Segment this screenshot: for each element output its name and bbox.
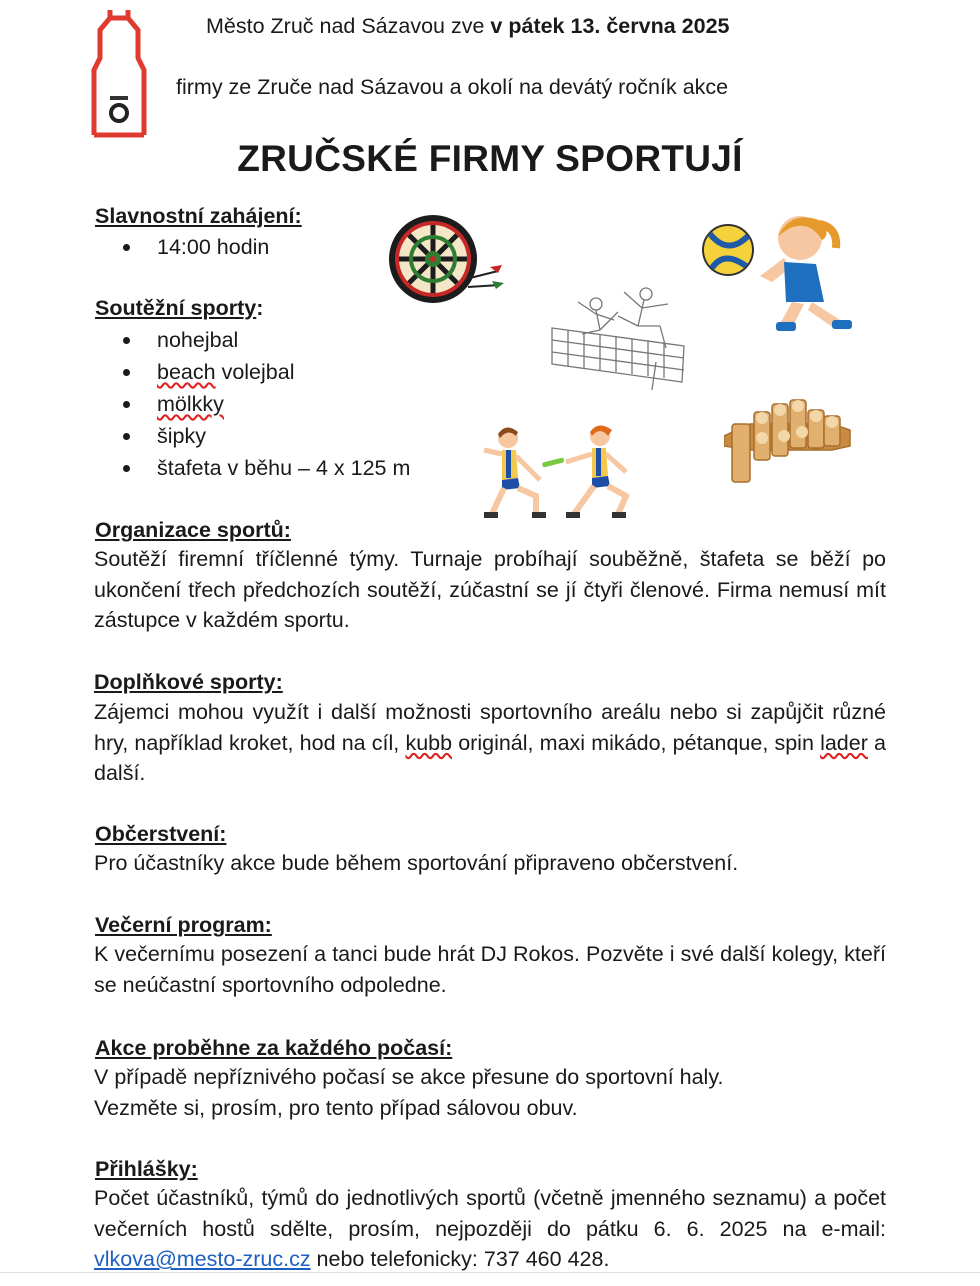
weather-line-2: Vezměte si, prosím, pro tento případ sálovou obuv. [94, 1095, 578, 1120]
weather-line-1: V případě nepříznivého počasí se akce přesune do sportovní haly. [94, 1065, 724, 1089]
extra-sports-text [94, 697, 886, 789]
town-logo [88, 10, 150, 140]
page-title: ZRUČSKÉ FIRMY SPORTUJÍ [237, 138, 743, 179]
footvolley-sketch-illustration [548, 282, 690, 394]
volleyball-player-illustration [700, 206, 865, 336]
list-item: 14:00 hodin [95, 231, 269, 263]
intro-line-2: firmy ze Zruče nad Sázavou a okolí na devátý ročník akce [176, 75, 729, 99]
email-link[interactable]: vlkova@mesto-zruc.cz [94, 1247, 311, 1271]
extra-text-c: a další. [94, 730, 887, 785]
organization-heading: Organizace sportů: [95, 518, 291, 542]
list-item [95, 388, 410, 420]
list-item: nohejbal [95, 324, 410, 356]
organization-text: Soutěží firemní tříčlenné týmy. Turnaje probíhají souběžně, štafeta se běží po ukončení třech předchozích soutěží, zúčastní se jí čtyři členové. Firma nemusí mít zástupce v každém sportu. [94, 547, 886, 632]
lader-word: lader [820, 730, 868, 755]
evening-text: K večernímu posezení a tanci bude hrát DJ Rokos. Pozvěte i své další kolegy, kteří se neúčastní sportovního odpoledne. [94, 942, 886, 997]
kubb-word: kubb [405, 730, 453, 755]
molkky-word: mölkky [157, 392, 224, 416]
volejbal-word: volejbal [221, 360, 295, 384]
intro-prefix: Město Zruč nad Sázavou zve [206, 14, 491, 38]
registration-text-a: Počet účastníků, týmů do jednotlivých sportů (včetně jmenného seznamu) a počet večerních hostů sdělte, prosím, nejpozději do pátku 6. 6. 2025 na e-mail: [94, 1186, 886, 1241]
list-item [95, 356, 410, 388]
refreshments-text: Pro účastníky akce bude během sportování připraveno občerstvení. [94, 851, 739, 875]
sports-list [95, 324, 410, 484]
registration-text-b: nebo telefonicky: 737 460 428. [310, 1247, 610, 1271]
list-item: šipky [95, 420, 410, 452]
registration-heading: Přihlášky: [95, 1157, 198, 1181]
beach-word: beach [157, 360, 216, 384]
evening-heading: Večerní program: [95, 913, 272, 937]
refreshments-heading: Občerstvení: [95, 822, 227, 846]
extra-sports-heading: Doplňkové sporty: [94, 670, 283, 694]
intro-line-1 [206, 14, 729, 39]
sports-heading-colon: : [256, 296, 264, 320]
molkky-pins-illustration [724, 394, 862, 488]
opening-heading: Slavnostní zahájení: [95, 204, 302, 228]
dartboard-illustration [386, 215, 511, 305]
weather-text [94, 1062, 886, 1123]
sports-heading-text: Soutěžní sporty [95, 296, 257, 320]
registration-text [94, 1183, 886, 1275]
opening-list [95, 231, 269, 263]
page-bottom-divider [0, 1272, 980, 1273]
relay-runners-illustration [478, 422, 634, 526]
list-item: štafeta v běhu – 4 x 125 m [95, 452, 410, 484]
sports-heading [95, 296, 263, 321]
event-date: v pátek 13. června 2025 [490, 14, 730, 38]
extra-text-b: originál, maxi mikádo, pétanque, spin [452, 730, 821, 755]
extra-text-a: Zájemci mohou využít i další možnosti sportovního areálu nebo si zapůjčit různé hry, například kroket, hod na cíl, [94, 700, 886, 755]
weather-heading: Akce proběhne za každého počasí: [95, 1036, 453, 1060]
